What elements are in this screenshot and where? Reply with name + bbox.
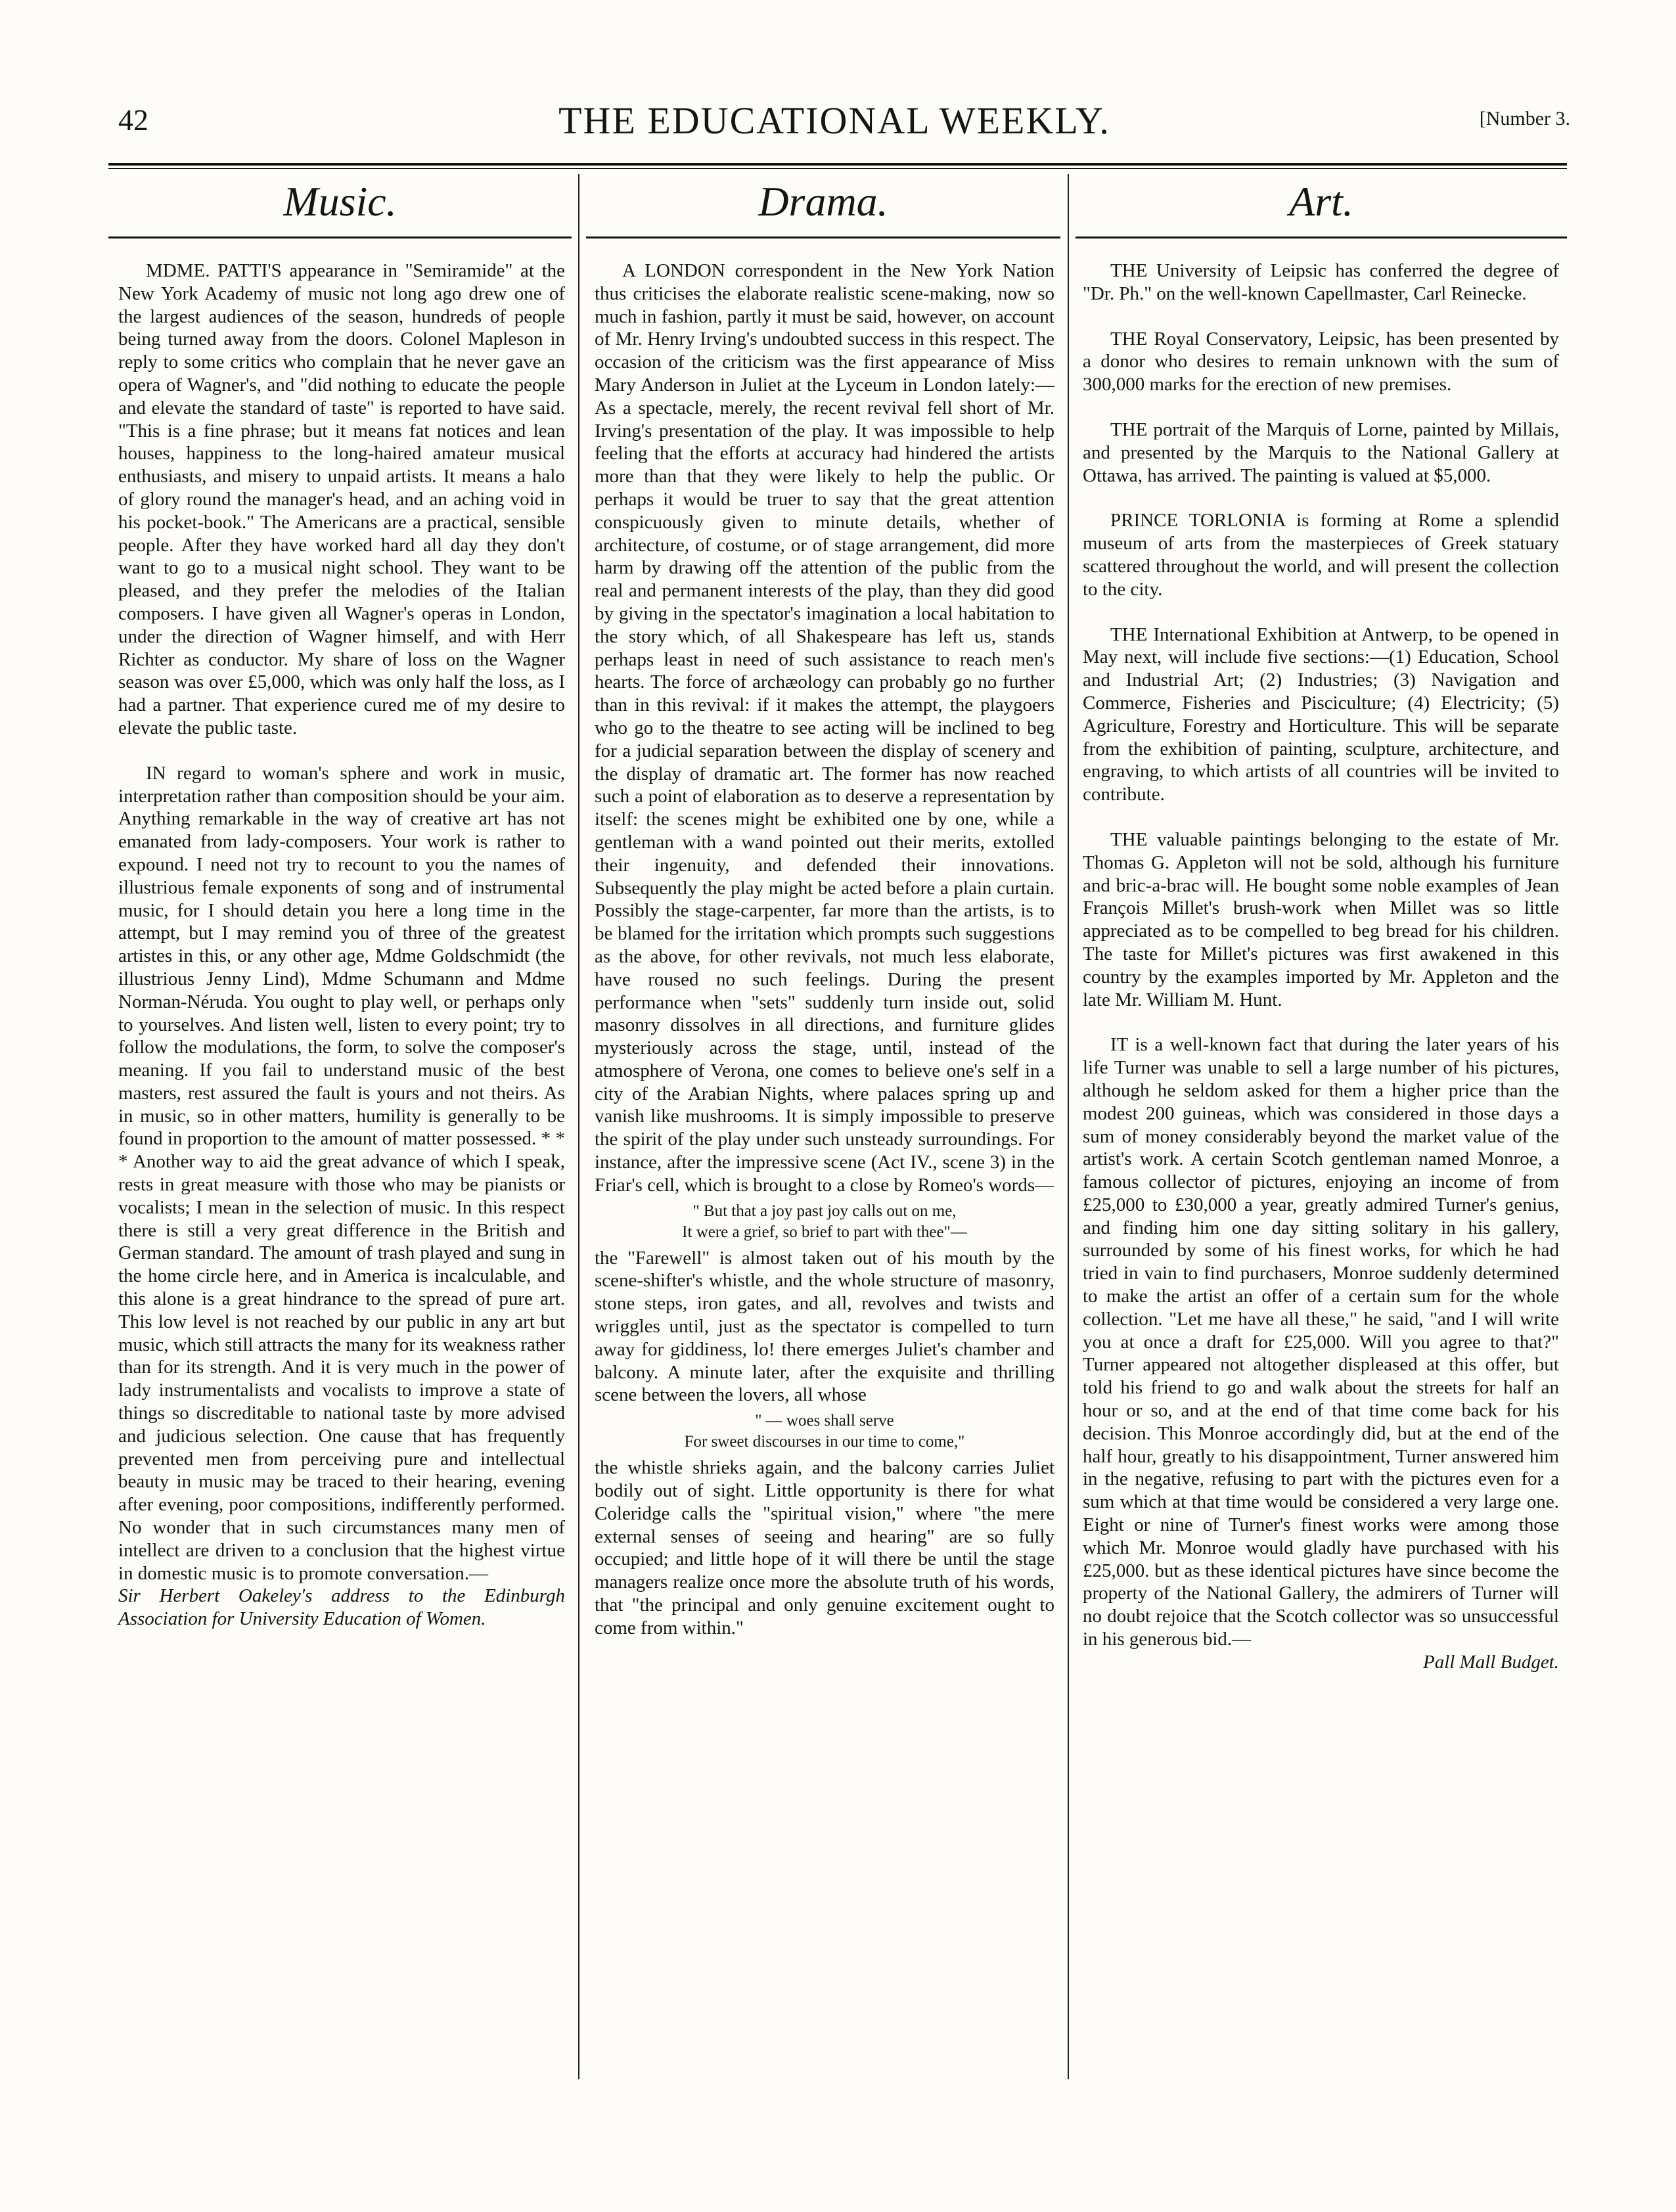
header-rule-thin <box>108 168 1567 169</box>
article-paragraph: IN regard to woman's sphere and work in music, interpretation rather than composition should be your aim. Anything remarkable in the way of creative art has not emanated from lady-composers. Your work is rather to expound. I need not try to recount to you the names of illustrious female exponents of song and of instrumental music, for I should detain you here a long time in the attempt, but I may remind you of three of the greatest artistes in this, or any other age, Mdme Goldschmidt (the illustrious Jenny Lind), Mdme Schumann and Mdme Norman-Néruda. You ought to play well, or perhaps only to yourselves. And listen well, listen to every point; try to follow the modulations, the form, to solve the composer's meaning. If you fail to understand music of the best masters, rest assured the fault is yours and not theirs. As in music, so in other matters, humility is generally to be found in proportion to the amount of matter possessed. * * * Another way to aid the great advance of which I speak, rests in great measure with those who may be pianists or vocalists; I mean in the selection of music. In this respect there is still a very great difference in the British and German standard. The amount of trash played and sung in the home circle here, and in America is incalculable, and this alone is a great hindrance to the spread of pure art. This low level is not reached by our public in any art but music, which still attracts the many for its weakness rather than for its strength. And it is very much in the power of lady instrumentalists and vocalists to improve a state of things so discreditable to national taste by more advised and judicious selection. One cause that has frequently prevented men from perceiving pure and intellectual beauty in music may be traced to their hearing, evening after evening, poor compositions, indifferently performed. No wonder that in such circumstances many men of intellect are driven to a conclusion that the highest virtue in domestic music is to promote conversation.— <box>118 762 565 1584</box>
quotation <box>595 1411 1054 1453</box>
article-paragraph: THE valuable paintings belonging to the estate of Mr. Thomas G. Appleton will not be sold, although his furniture and bric-a-brac will. He bought some noble examples of Jean François Millet's brush-work when Millet was so little appreciated as to be compelled to beg bread for his children. The taste for Millet's pictures was first awakened in this country by the examples imported by Mr. Appleton and the late Mr. William M. Hunt. <box>1083 828 1559 1010</box>
article-source: Pall Mall Budget. <box>1423 1651 1559 1673</box>
article-paragraph: THE International Exhibition at Antwerp, to be opened in May next, will include five sections:—(1) Education, School and Industrial Art; (2) Industries; (3) Navigation and Commerce, Fisheries and Pisciculture; (4) Electricity; (5) Agriculture, Forestry and Horticulture. This will be separate from the exhibition of painting, sculpture, architecture, and engraving, to which artists of all countries will be invited to contribute. <box>1083 623 1559 805</box>
verse-line: For sweet discourses in our time to come," <box>684 1433 965 1451</box>
page-header <box>99 99 1570 145</box>
music-column <box>118 260 565 1653</box>
section-rule <box>108 237 572 238</box>
article-paragraph: IT is a well-known fact that during the later years of his life Turner was unable to sell a large number of his pictures, although he seldom asked for them a higher price than the modest 200 guineas, which was considered in those days a sum of money considerably beyond the market value of the artist's work. A certain Scotch gentleman named Monroe, a famous collector of pictures, enjoying an income of from £25,000 to £30,000 a year, greatly admired Turner's genius, and finding him one day sitting solitary in his gallery, surrounded by some of his finest works, for which he had tried in vain to find purchasers, Monroe suddenly determined to make the artist an offer of a certain sum for the whole collection. "Let me have all these," he said, "and I will write you at once a draft for £25,000. Will you agree to that?" Turner appeared not altogether displeased at this offer, but told his friend to go and walk about the streets for half an hour or so, and at the end of that time come back for his decision. This Monroe accordingly did, but at the end of the half hour, greatly to his disappointment, Turner answered him in the negative, refusing to part with the pictures even for a sum which at that time would be considered a very large one. Eight or nine of Turner's finest works were among those which Mr. Monroe would gladly have purchased with his £25,000. but as these identical pictures have since become the property of the National Gallery, the admirers of Turner will no doubt rejoice that the Scotch collector was so unsuccessful in his generous bid.— <box>1083 1034 1559 1650</box>
article-paragraph: the whistle shrieks again, and the balcony carries Juliet bodily out of sight. Little opportunity is there for what Coleridge calls the "spiritual vision," where "the mere external senses of seeing and hearing" are so fully occupied; and little hope of it will there be until the stage managers realize once more the absolute truth of his words, that "the principal and only genuine excitement ought to come from within." <box>595 1457 1054 1638</box>
page-number: 42 <box>118 103 148 137</box>
section-title-music: Music. <box>283 178 397 225</box>
article-source: Sir Herbert Oakeley's address to the Edinburgh Association for University Education of Women. <box>118 1585 565 1630</box>
article-paragraph: the "Farewell" is almost taken out of his mouth by the scene-shifter's whistle, and the whole structure of masonry, stone steps, iron gates, and all, revolves and twists and wriggles until, just as the spectator is compelled to turn away for giddiness, lo! there emerges Juliet's chamber and balcony. A minute later, after the exquisite and thrilling scene between the lovers, all whose <box>595 1247 1054 1406</box>
column-divider <box>1068 174 1069 2079</box>
article-paragraph: A LONDON correspondent in the New York Nation thus criticises the elaborate realistic scene-making, now so much in fashion, partly it must be said, however, on account of Mr. Henry Irving's undoubted success in this respect. The occasion of the criticism was the first appearance of Miss Mary Anderson in Juliet at the Lyceum in London lately:—As a spectacle, merely, the recent revival fell short of Mr. Irving's presentation of the play. It was impossible to help feeling that the efforts at accuracy had hindered the artists more than that they were likely to help the public. Or perhaps it would be truer to say that the great attention conspicuously given to minute details, whether of architecture, of costume, or of stage arrangement, did more harm by drawing off the attention of the public from the real and permanent interests of the play, than they did good by giving in the spectator's imagination a local habitation to the story which, of all Shakespeare has left us, stands perhaps least in need of such assistance to reach men's hearts. The force of archæology can probably go no further than in this revival: if it makes the attempt, the playgoers who go to the theatre to see acting will be inclined to beg for a judicial separation between the display of scenery and the display of dramatic art. The former has now reached such a point of elaboration as to deserve a representation by itself: the scenes might be exhibited one by one, while a gentleman with a wand pointed out their merits, extolled their ingenuity, and defended their innovations. Subsequently the play might be acted before a plain curtain. Possibly the stage-carpenter, far more than the artists, is to be blamed for the irritation which prompts such suggestions as the above, for other revivals, not much less elaborate, have roused no such feelings. During the present performance when "sets" suddenly turn inside out, solid masonry dissolves in all directions, and furniture glides mysteriously across the stage, until, instead of the atmosphere of Verona, one comes to believe one's self in a city of the Arabian Nights, where palaces spring up and vanish like mushrooms. It is simply impossible to preserve the spirit of the play under such unsteady surroundings. For instance, after the impressive scene (Act IV., scene 3) in the Friar's cell, which is brought to a close by Romeo's words— <box>595 260 1054 1196</box>
verse-line: It were a grief, so brief to part with thee"— <box>682 1223 967 1241</box>
article-paragraph: MDME. PATTI'S appearance in "Semiramide" at the New York Academy of music not long ago drew one of the largest audiences of the season, hundreds of people being turned away from the doors. Colonel Mapleson in reply to some critics who complain that he never gave an opera of Wagner's, and "did nothing to educate the people and elevate the standard of taste" is reported to have said. "This is a fine phrase; but it means fat notices and lean houses, happiness to the long-haired amateur musical enthusiasts, and misery to unpaid artists. It means a halo of glory round the manager's head, and an aching void in his pocket-book." The Americans are a practical, sensible people. After they have worked hard all day they don't want to go to a musical night school. They want to be pleased, and they prefer the melodies of the Italian composers. I have given all Wagner's operas in London, under the direction of Wagner himself, and with Herr Richter as conductor. My share of loss on the Wagner season was over £5,000, which was only half the loss, as I had a partner. That experience cured me of my desire to elevate the public taste. <box>118 260 565 738</box>
publication-title: THE EDUCATIONAL WEEKLY. <box>558 99 1110 142</box>
article-paragraph: PRINCE TORLONIA is forming at Rome a splendid museum of arts from the masterpieces of Greek statuary scattered throughout the world, and will present the collection to the city. <box>1083 510 1559 600</box>
section-title-art: Art. <box>1289 178 1353 225</box>
column-divider <box>578 174 579 2079</box>
quotation <box>595 1201 1054 1243</box>
section-title-drama: Drama. <box>758 178 888 225</box>
article-paragraph: THE Royal Conservatory, Leipsic, has been presented by a donor who desires to remain unknown with the sum of 300,000 marks for the erection of new premises. <box>1083 328 1559 395</box>
verse-line: " But that a joy past joy calls out on me, <box>692 1202 957 1220</box>
article-paragraph: THE portrait of the Marquis of Lorne, painted by Millais, and presented by the Marquis to the National Gallery at Ottawa, has arrived. The painting is valued at $5,000. <box>1083 418 1559 486</box>
article-paragraph: THE University of Leipsic has conferred the degree of "Dr. Ph." on the well-known Capellmaster, Carl Reinecke. <box>1083 260 1559 304</box>
section-rule <box>586 237 1060 238</box>
section-rule <box>1076 237 1567 238</box>
drama-column <box>595 260 1054 1662</box>
verse-line: " — woes shall serve <box>755 1412 894 1430</box>
art-column <box>1083 260 1559 1696</box>
issue-number: [Number 3. <box>1479 108 1570 129</box>
header-rule <box>108 163 1567 166</box>
